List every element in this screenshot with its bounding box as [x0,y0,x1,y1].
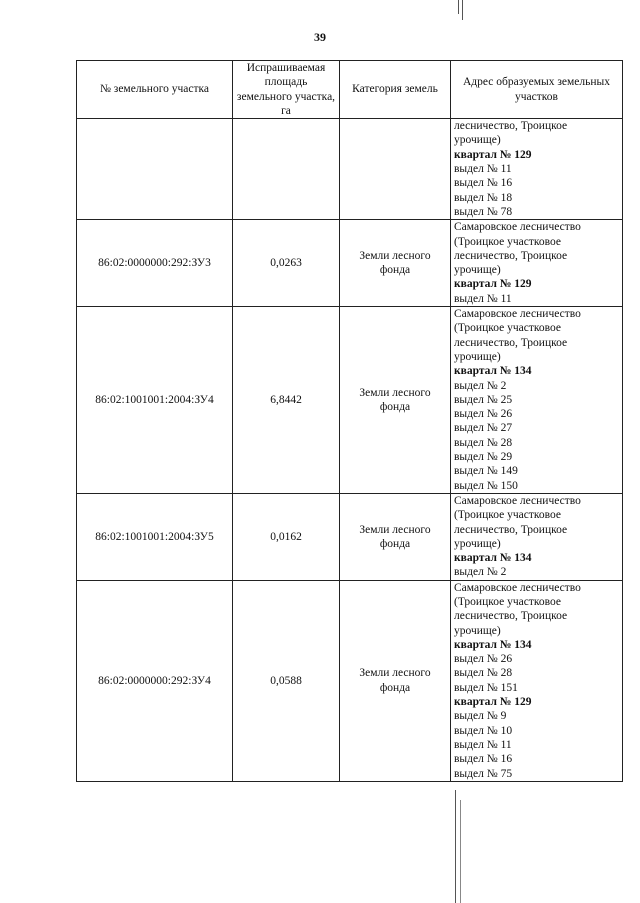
parcel-number-cell: 86:02:0000000:292:ЗУ3 [77,220,233,307]
address-line: выдел № 2 [454,379,507,392]
parcel-number-cell [77,119,233,220]
address-line: Самаровское лесничество [454,581,581,594]
address-line: выдел № 78 [454,205,513,218]
table-header-row [77,61,623,119]
area-cell: 0,0588 [233,580,340,781]
address-line: лесничество, Троицкое [454,249,568,262]
address-line: (Троицкое участковое [454,322,561,335]
address-line: выдел № 25 [454,393,513,406]
address-line: выдел № 26 [454,653,513,666]
address-line: выдел № 10 [454,724,513,737]
address-line: выдел № 27 [454,422,513,435]
parcel-number-cell: 86:02:0000000:292:ЗУ4 [77,580,233,781]
table-row [77,580,623,781]
address-cell [451,580,623,781]
table-row [77,119,623,220]
address-line: лесничество, Троицкое [454,523,568,536]
address-quarter-line: квартал № 129 [454,696,532,709]
address-line: выдел № 151 [454,681,518,694]
address-line: выдел № 16 [454,753,513,766]
header-land-category: Категория земель [340,61,451,119]
address-line: выдел № 150 [454,479,518,492]
address-line: выдел № 11 [454,163,512,176]
address-line: выдел № 2 [454,566,507,579]
area-cell: 0,0263 [233,220,340,307]
address-line: (Троицкое участковое [454,509,561,522]
address-quarter-line: квартал № 134 [454,365,532,378]
address-cell [451,307,623,494]
address-line: выдел № 11 [454,738,512,751]
address-line: лесничество, Троицкое [454,336,568,349]
parcel-number-cell: 86:02:1001001:2004:ЗУ5 [77,493,233,580]
address-line: выдел № 26 [454,408,513,421]
land-category-cell [340,119,451,220]
scan-artifact-bottom-2 [460,800,461,903]
header-parcel-number: № земельного участка [77,61,233,119]
area-cell [233,119,340,220]
address-quarter-line: квартал № 129 [454,278,532,291]
address-cell [451,493,623,580]
address-cell [451,220,623,307]
address-quarter-line: квартал № 134 [454,552,532,565]
address-line: Самаровское лесничество [454,308,581,321]
scan-artifact-bottom [455,790,456,903]
address-line: (Троицкое участковое [454,595,561,608]
address-line: урочище) [454,134,501,147]
address-line: Самаровское лесничество [454,221,581,234]
address-line: лесничество, Троицкое [454,610,568,623]
land-category-cell: Земли лесного фонда [340,580,451,781]
address-line: выдел № 11 [454,292,512,305]
header-address: Адрес образуемых земельных участков [451,61,623,119]
address-line: выдел № 28 [454,436,513,449]
address-line: Самаровское лесничество [454,494,581,507]
address-line: лесничество, Троицкое [454,120,568,133]
address-quarter-line: квартал № 129 [454,148,532,161]
address-line: выдел № 28 [454,667,513,680]
address-quarter-line: квартал № 134 [454,638,532,651]
scan-artifact-top-2 [462,0,463,20]
land-category-cell: Земли лесного фонда [340,493,451,580]
table-row [77,493,623,580]
address-line: урочище) [454,624,501,637]
address-line: выдел № 29 [454,451,513,464]
address-line: урочище) [454,537,501,550]
address-line: урочище) [454,264,501,277]
address-line: выдел № 9 [454,710,507,723]
page-number: 39 [314,30,326,44]
address-line: (Троицкое участковое [454,235,561,248]
area-cell: 0,0162 [233,493,340,580]
land-parcels-table [76,60,623,782]
parcel-number-cell: 86:02:1001001:2004:ЗУ4 [77,307,233,494]
land-category-cell: Земли лесного фонда [340,307,451,494]
area-cell: 6,8442 [233,307,340,494]
scan-artifact-top [458,0,459,14]
address-cell [451,119,623,220]
table-body [77,119,623,782]
address-line: выдел № 16 [454,177,513,190]
header-area: Испрашиваемая площадь земельного участка, га [233,61,340,119]
address-line: урочище) [454,350,501,363]
address-line: выдел № 18 [454,191,513,204]
land-category-cell: Земли лесного фонда [340,220,451,307]
table-row [77,220,623,307]
address-line: выдел № 75 [454,767,513,780]
address-line: выдел № 149 [454,465,518,478]
table-row [77,307,623,494]
